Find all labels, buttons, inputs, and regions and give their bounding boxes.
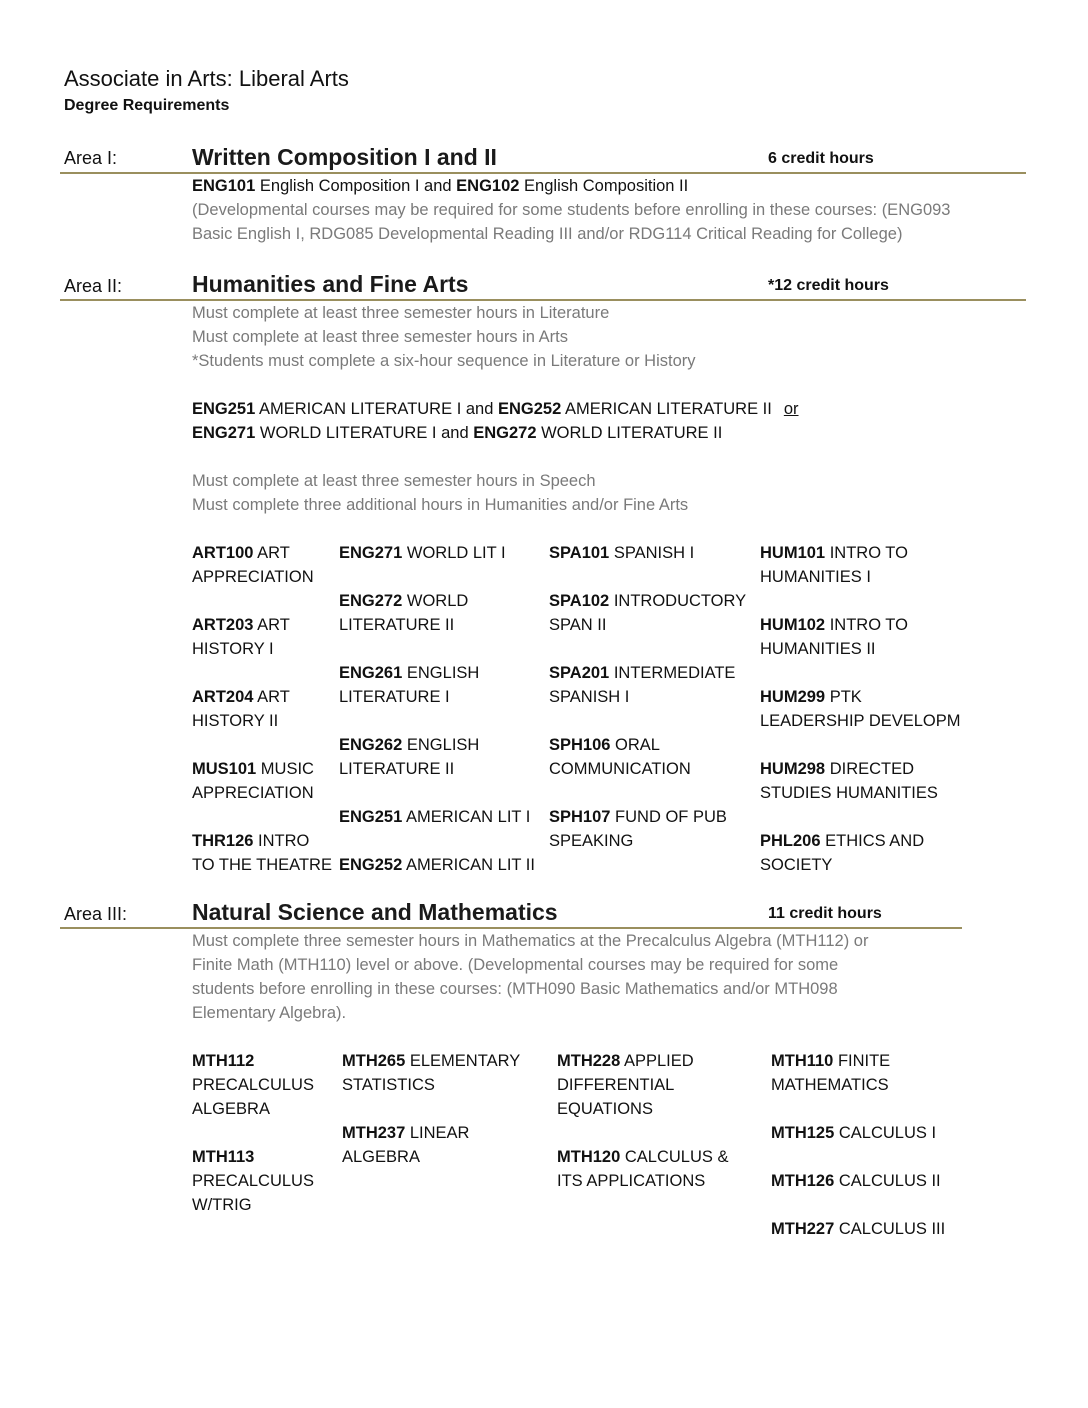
course-name: STUDIES HUMANITIES (760, 784, 938, 802)
course-name: FINITE (833, 1052, 891, 1070)
course-code: MTH110 (771, 1052, 834, 1070)
course-name: AMERICAN LIT I (402, 808, 531, 826)
area-2-label: Area II: (64, 276, 123, 296)
course-item (760, 541, 908, 589)
course-name: English Composition II (519, 177, 689, 195)
course-item (549, 589, 746, 637)
course-name: SPAN II (549, 616, 607, 634)
course-name: SPANISH I (549, 688, 630, 706)
course-name: ENGLISH (402, 736, 480, 754)
course-name: DIFFERENTIAL (557, 1076, 675, 1094)
course-name: SPANISH I (609, 544, 695, 562)
course-code: MTH112 (192, 1052, 255, 1070)
course-name: HISTORY II (192, 712, 279, 730)
course-name: CALCULUS & (620, 1148, 729, 1166)
course-code: THR126 (192, 832, 254, 850)
requirement-line: Must complete at least three semester hours in Speech (192, 472, 596, 490)
course-code: MTH228 (557, 1052, 621, 1070)
course-code: ART100 (192, 544, 254, 562)
course-name: WORLD LITERATURE I and (255, 424, 474, 442)
course-code: ENG272 (473, 424, 537, 442)
course-item (760, 757, 938, 805)
course-name: HUMANITIES I (760, 568, 871, 586)
course-code: ENG102 (456, 177, 520, 195)
course-name: APPLIED (620, 1052, 694, 1070)
course-name: INTRO (253, 832, 310, 850)
course-code: ENG252 (339, 856, 403, 874)
course-name: AMERICAN LIT II (402, 856, 535, 874)
course-name: ALGEBRA (192, 1100, 270, 1118)
course-name: LEADERSHIP DEVELOPM (760, 712, 961, 730)
course-code: MUS101 (192, 760, 257, 778)
course-name: APPRECIATION (192, 784, 314, 802)
note-line: Elementary Algebra). (192, 1004, 347, 1022)
course-item (192, 613, 290, 661)
course-item (339, 853, 535, 877)
course-name: INTRO TO (825, 616, 908, 634)
course-name: ART (253, 688, 290, 706)
course-name: DIRECTED (825, 760, 915, 778)
course-name: EQUATIONS (557, 1100, 653, 1118)
course-name: W/TRIG (192, 1196, 252, 1214)
course-name: ELEMENTARY (405, 1052, 521, 1070)
course-code: MTH126 (771, 1172, 835, 1190)
course-code: ART203 (192, 616, 254, 634)
area-1-note-line: Basic English I, RDG085 Developmental Reading III and/or RDG114 Critical Reading for College) (192, 225, 903, 243)
course-item (760, 685, 961, 733)
course-item (549, 541, 694, 565)
course-code: SPA101 (549, 544, 610, 562)
course-code: ENG251 (192, 400, 256, 418)
course-item (760, 829, 924, 877)
area-3-title: Natural Science and Mathematics (192, 899, 558, 925)
course-code: ENG251 (339, 808, 403, 826)
course-name: PRECALCULUS (192, 1172, 314, 1190)
course-item (557, 1145, 728, 1193)
course-name: WORLD LIT I (402, 544, 506, 562)
literature-sequence (192, 397, 799, 445)
requirement-line: *Students must complete a six-hour sequence in Literature or History (192, 352, 696, 370)
course-item (771, 1169, 941, 1193)
requirement-line: Must complete three additional hours in Humanities and/or Fine Arts (192, 496, 689, 514)
course-code: ENG271 (339, 544, 403, 562)
course-code: ART204 (192, 688, 254, 706)
course-item (192, 541, 314, 589)
area-3-note (192, 929, 868, 1025)
area-1-credits: 6 credit hours (768, 150, 874, 167)
course-code: ENG271 (192, 424, 256, 442)
course-name: TO THE THEATRE (192, 856, 332, 874)
note-line: students before enrolling in these courses: (MTH090 Basic Mathematics and/or MTH098 (192, 980, 838, 998)
course-name: LITERATURE I (339, 688, 450, 706)
requirement-line: Must complete at least three semester hours in Literature (192, 304, 610, 322)
course-code: ENG101 (192, 177, 256, 195)
course-name: COMMUNICATION (549, 760, 691, 778)
course-code: ENG262 (339, 736, 403, 754)
course-item (339, 541, 506, 565)
course-item (192, 829, 332, 877)
area-3-credits: 11 credit hours (768, 905, 882, 922)
course-item (192, 685, 290, 733)
course-name: ENGLISH (402, 664, 480, 682)
course-name: INTRODUCTORY (609, 592, 747, 610)
area-2-requirements-2 (192, 469, 688, 517)
note-line: Finite Math (MTH110) level or above. (Developmental courses may be required for some (192, 956, 839, 974)
requirement-line: Must complete at least three semester hours in Arts (192, 328, 568, 346)
course-code: ENG252 (497, 400, 562, 418)
course-name: ART (253, 544, 290, 562)
course-name: LITERATURE II (339, 760, 455, 778)
course-name: PRECALCULUS (192, 1076, 314, 1094)
course-code: ENG272 (339, 592, 403, 610)
area-2-title: Humanities and Fine Arts (192, 271, 469, 297)
course-item (760, 613, 908, 661)
area-3-label: Area III: (64, 904, 128, 924)
course-name: AMERICAN LITERATURE II (561, 400, 772, 418)
area-1-core-courses (192, 174, 950, 198)
course-code: MTH113 (192, 1148, 255, 1166)
course-item (192, 1145, 314, 1217)
course-name: SOCIETY (760, 856, 833, 874)
course-name: FUND OF PUB (610, 808, 727, 826)
document-title: Associate in Arts: Liberal Arts (64, 66, 349, 91)
course-item (557, 1049, 694, 1121)
course-name: MUSIC (256, 760, 314, 778)
course-item (549, 733, 691, 781)
course-item (339, 589, 468, 637)
course-item (771, 1049, 890, 1097)
course-name: INTRO TO (825, 544, 908, 562)
course-name: ETHICS AND (820, 832, 925, 850)
course-code: MTH125 (771, 1124, 835, 1142)
course-name: PTK (825, 688, 862, 706)
course-item (339, 805, 530, 829)
course-name: APPRECIATION (192, 568, 314, 586)
course-name: CALCULUS II (834, 1172, 941, 1190)
course-code: SPH106 (549, 736, 611, 754)
course-name: WORLD (402, 592, 469, 610)
course-name: ITS APPLICATIONS (557, 1172, 706, 1190)
course-code: MTH237 (342, 1124, 406, 1142)
course-code: SPH107 (549, 808, 611, 826)
course-name: AMERICAN LITERATURE I and (255, 400, 498, 418)
course-code: SPA102 (549, 592, 610, 610)
course-item (342, 1121, 469, 1169)
course-name: STATISTICS (342, 1076, 435, 1094)
course-item (192, 1049, 314, 1121)
course-name: CALCULUS I (834, 1124, 937, 1142)
area-2-requirements (192, 301, 696, 373)
course-code: HUM102 (760, 616, 826, 634)
area-1-note-line: (Developmental courses may be required for some students before enrolling in these courses: (ENG093 (192, 201, 951, 219)
course-item (771, 1217, 945, 1241)
course-code: MTH227 (771, 1220, 835, 1238)
course-name: HUMANITIES II (760, 640, 876, 658)
course-name: SPEAKING (549, 832, 634, 850)
course-code: PHL206 (760, 832, 821, 850)
course-name: HISTORY I (192, 640, 274, 658)
course-code: HUM299 (760, 688, 826, 706)
course-item (342, 1049, 520, 1097)
note-line: Must complete three semester hours in Mathematics at the Precalculus Algebra (MTH112) or (192, 932, 869, 950)
area-1-title: Written Composition I and II (192, 144, 497, 170)
course-item (339, 733, 479, 781)
course-code: SPA201 (549, 664, 610, 682)
area-1-body (192, 174, 950, 246)
course-name: ORAL (610, 736, 660, 754)
course-code: ENG261 (339, 664, 403, 682)
course-code: HUM101 (760, 544, 826, 562)
course-code: MTH265 (342, 1052, 406, 1070)
course-name: ART (253, 616, 290, 634)
course-item (549, 661, 735, 709)
course-name: WORLD LITERATURE II (536, 424, 723, 442)
or-connector: or (783, 400, 799, 418)
course-code: MTH120 (557, 1148, 621, 1166)
area-2-credits: *12 credit hours (768, 277, 889, 294)
area-1-label: Area I: (64, 148, 118, 168)
course-item (192, 757, 314, 805)
course-name: LITERATURE II (339, 616, 455, 634)
course-item (339, 661, 479, 709)
course-item (771, 1121, 936, 1145)
course-code: HUM298 (760, 760, 826, 778)
course-name: LINEAR (405, 1124, 470, 1142)
document-subtitle: Degree Requirements (64, 97, 230, 114)
course-name: CALCULUS III (834, 1220, 946, 1238)
course-name: English Composition I and (255, 177, 457, 195)
course-name: MATHEMATICS (771, 1076, 889, 1094)
course-name: INTERMEDIATE (609, 664, 736, 682)
course-name: ALGEBRA (342, 1148, 420, 1166)
course-item (549, 805, 727, 853)
